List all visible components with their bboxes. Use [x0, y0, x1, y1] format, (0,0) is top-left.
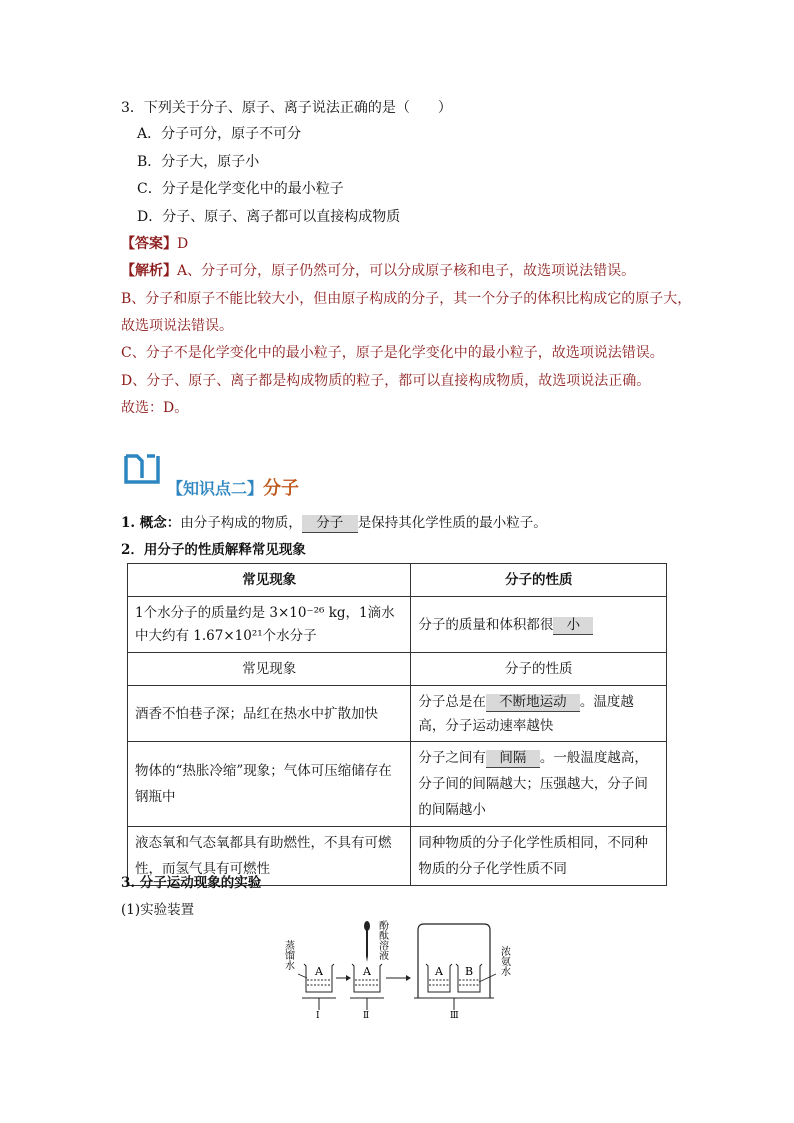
header-phenomenon: 常见现象: [128, 564, 411, 597]
analysis-line-5: D、分子、原子、离子都是构成物质的粒子，都可以直接构成物质，故选项说法正确。: [121, 373, 651, 389]
concept-text-before: 由分子构成的物质，: [180, 515, 302, 531]
analysis-line-3: 故选项说法错误。: [121, 318, 233, 334]
row4-property: 同种物质的分子化学性质相同，不同种物质的分子化学性质不同: [411, 827, 667, 886]
row2-property-after: 。温度越高，分子运动速率越快: [418, 693, 634, 734]
row2-blank: 不断地运动: [486, 694, 580, 712]
row2-phenomenon: 酒香不怕巷子深；品红在热水中扩散加快: [128, 686, 411, 742]
svg-text:A: A: [315, 965, 323, 978]
section-bracket-title: 【知识点二】: [167, 479, 264, 498]
experiment-apparatus-figure: [282, 918, 522, 1024]
row3-blank: 间隔: [486, 750, 540, 768]
answer-label: 【答案】: [121, 236, 177, 252]
answer-line: [121, 233, 188, 253]
option-c: C．分子是化学变化中的最小粒子: [137, 181, 344, 197]
row1-phenomenon: 1个水分子的质量约是 3×10⁻²⁶ kg，1滴水中大约有 1.67×10²¹个水分子: [128, 597, 411, 653]
subheader-property: 分子的性质: [411, 653, 667, 686]
table-subheader-row: [128, 653, 667, 686]
row3-property-after: 。一般温度越高，分子间的间隔越大；压强越大，分子间的间隔越小: [418, 750, 648, 818]
heading-3: 3. 分子运动现象的实验: [121, 875, 262, 891]
row3-property-before: 分子之间有: [418, 750, 486, 766]
row2-property: [411, 686, 667, 742]
table-row: [128, 597, 667, 653]
beaker-a-step1: [304, 964, 334, 992]
table-row: [128, 686, 667, 742]
analysis-label: 【解析】: [121, 263, 177, 279]
analysis-line-4: C、分子不是化学变化中的最小粒子，原子是化学变化中的最小粒子，故选项说法错误。: [121, 345, 664, 361]
table-header-row: [128, 564, 667, 597]
row2-property-before: 分子总是在: [418, 693, 486, 710]
concept-prefix: 1. 概念：: [121, 515, 181, 531]
concept-text-after: 是保持其化学性质的最小粒子。: [357, 515, 547, 531]
option-b: B．分子大，原子小: [137, 154, 260, 170]
beaker-a-step2: [352, 964, 382, 992]
concept-line: [121, 511, 547, 533]
option-d: D．分子、原子、离子都可以直接构成物质: [137, 209, 401, 225]
svg-text:A: A: [435, 965, 443, 978]
label-phenolphthalein: 酚酞溶液: [376, 920, 388, 960]
svg-text:Ⅱ: Ⅱ: [363, 1011, 370, 1020]
beaker-a-step3: [426, 964, 452, 992]
dropper-icon: [364, 921, 370, 962]
svg-text:B: B: [464, 965, 474, 978]
option-a: A．分子可分，原子不可分: [137, 126, 302, 142]
molecule-properties-table: [127, 563, 667, 886]
bell-jar: [418, 924, 490, 998]
analysis-line-2: B、分子和原子不能比较大小，但由原子构成的分子，其一个分子的体积比构成它的原子大，: [121, 291, 692, 307]
book-icon: [123, 452, 161, 490]
question-stem: 3．下列关于分子、原子、离子说法正确的是（ ）: [121, 100, 452, 116]
row3-property: [411, 742, 667, 827]
sub-heading-1: (1)实验装置: [121, 902, 195, 918]
row1-blank: 小: [553, 617, 593, 635]
subheader-phenomenon: 常见现象: [128, 653, 411, 686]
row3-phenomenon: 物体的“热胀冷缩”现象；气体可压缩储存在钢瓶中: [128, 742, 411, 827]
heading-2: 2．用分子的性质解释常见现象: [121, 542, 306, 558]
row1-property: [411, 597, 667, 653]
label-distilled-water: 蒸馏水: [282, 940, 294, 970]
svg-text:Ⅲ: Ⅲ: [450, 1011, 459, 1020]
concept-blank: 分子: [302, 515, 358, 533]
row4-phenomenon: 液态氧和气态氧都具有助燃性，不具有可燃性，而氢气具有可燃性: [128, 827, 411, 886]
header-property: 分子的性质: [411, 564, 667, 597]
beaker-b-step3: [456, 964, 482, 992]
analysis-line-6: 故选：D。: [121, 400, 189, 416]
row1-property-text: 分子的质量和体积都很: [418, 616, 554, 633]
section-heading: [167, 474, 299, 500]
analysis-line-1: [121, 260, 635, 280]
analysis-text-1: A、分子可分，原子仍然可分，可以分成原子核和电子，故选项说法错误。: [177, 263, 636, 279]
section-title: 分子: [263, 478, 300, 499]
answer-value: D: [177, 236, 189, 252]
svg-text:Ⅰ: Ⅰ: [316, 1011, 320, 1020]
label-ammonia: 浓氨水: [498, 946, 510, 976]
svg-text:A: A: [363, 965, 371, 978]
table-row: [128, 742, 667, 827]
